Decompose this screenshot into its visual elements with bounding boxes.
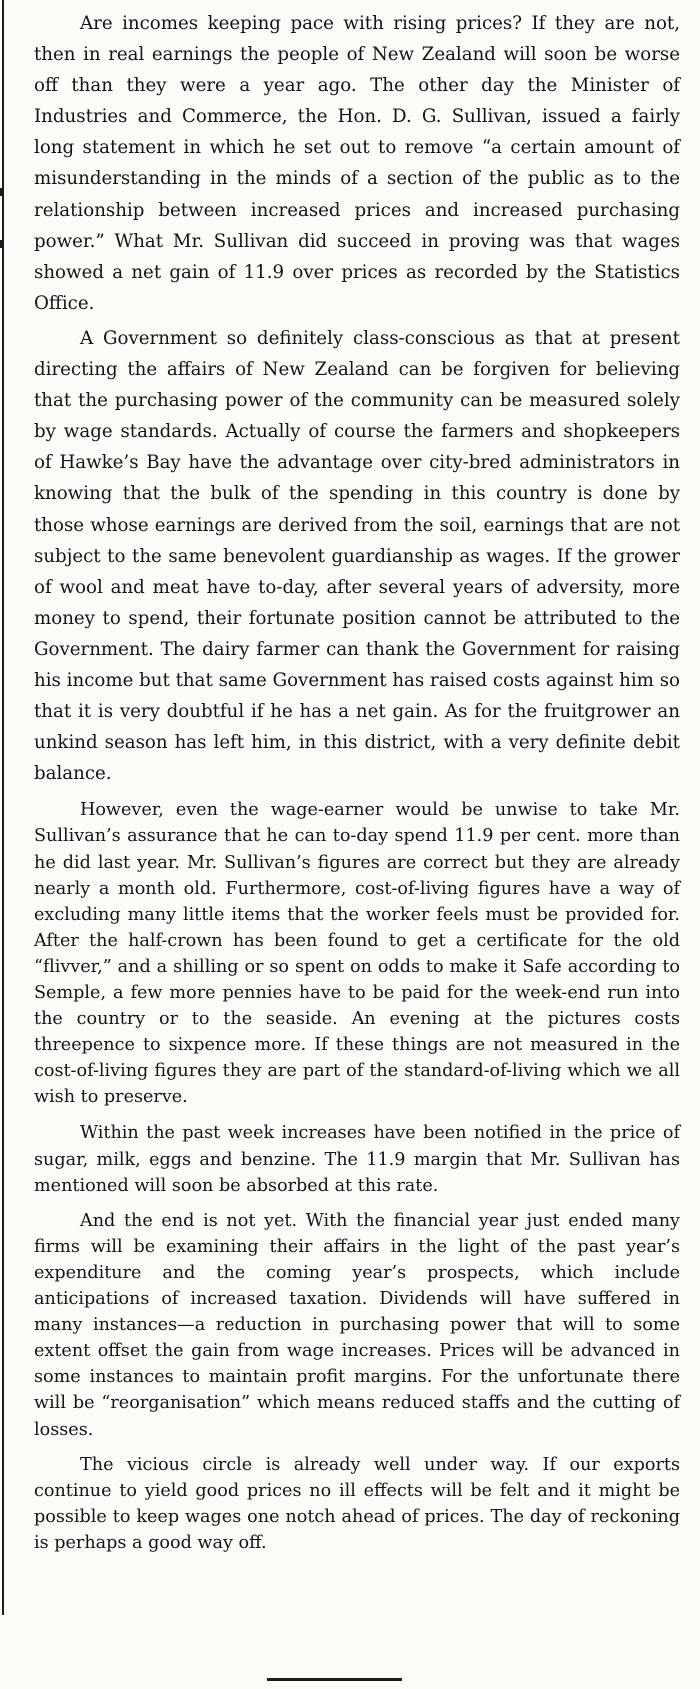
article-paragraph-5: And the end is not yet. With the financial year just ended many firms will be examining their affairs in the light of the past year’s expenditure and the coming year’s prospects, which include anticipations of increased taxation. Dividends will have suffered in many instances—a reduction in purchasing power that will to some extent offset the gain from wage increases. Prices will be advanced in some instances to maintain profit margins. For the unfortunate there will be “reorganisation” which means reduced staffs and the cutting of losses. bbox=[34, 1210, 680, 1440]
article-end-rule bbox=[267, 1678, 402, 1681]
article-column bbox=[34, 8, 680, 1556]
article-paragraph-3: However, even the wage-earner would be unwise to take Mr. Sullivan’s assurance that he can to-day spend 11.9 per cent. more than he did last year. Mr. Sullivan’s figures are correct but they are already nearly a month old. Furthermore, cost-of-living figures have a way of excluding many little items that the worker feels must be provided for. After the half-crown has been found to get a certificate for the old “flivver,” and a shilling or so spent on odds to make it Safe according to Semple, a few more pennies have to be paid for the week-end run into the country or to the seaside. An evening at the pictures costs threepence to sixpence more. If these things are not measured in the cost-of-living figures they are part of the standard-of-living which we all wish to preserve. bbox=[34, 800, 680, 1108]
article-paragraph-4: Within the past week increases have been notified in the price of sugar, milk, eggs and benzine. The 11.9 margin that Mr. Sullivan has mentioned will soon be absorbed at this rate. bbox=[34, 1123, 680, 1196]
column-rule bbox=[2, 0, 4, 1615]
edge-mark bbox=[0, 188, 2, 196]
edge-mark bbox=[0, 240, 2, 248]
article-paragraph-2: A Government so definitely class-conscious as that at present directing the affairs of New Zealand can be forgiven for believing that the purchasing power of the community can be measured solely by wage standards. Actually of course the farmers and shopkeepers of Hawke’s Bay have the advantage over city-bred administrators in knowing that the bulk of the spending in this country is done by those whose earnings are derived from the soil, earnings that are not subject to the same benevolent guardianship as wages. If the grower of wool and meat have to-day, after several years of adversity, more money to spend, their fortunate position cannot be attributed to the Government. The dairy farmer can thank the Government for raising his income but that same Government has raised costs against him so that it is very doubtful if he has a net gain. As for the fruitgrower an unkind season has left him, in this district, with a very definite debit balance. bbox=[34, 327, 680, 785]
article-paragraph-6: The vicious circle is already well under way. If our exports continue to yield good prices no ill effects will be felt and it might be possible to keep wages one notch ahead of prices. The day of reckoning is perhaps a good way off. bbox=[34, 1454, 680, 1553]
article-paragraph-1: Are incomes keeping pace with rising prices? If they are not, then in real earnings the people of New Zealand will soon be worse off than they were a year ago. The other day the Minister of Industries and Commerce, the Hon. D. G. Sullivan, issued a fairly long statement in which he set out to remove “a certain amount of misunderstanding in the minds of a section of the public as to the relationship between increased prices and increased purchasing power.” What Mr. Sullivan did succeed in proving was that wages showed a net gain of 11.9 over prices as recorded by the Statistics Office. bbox=[34, 13, 680, 314]
